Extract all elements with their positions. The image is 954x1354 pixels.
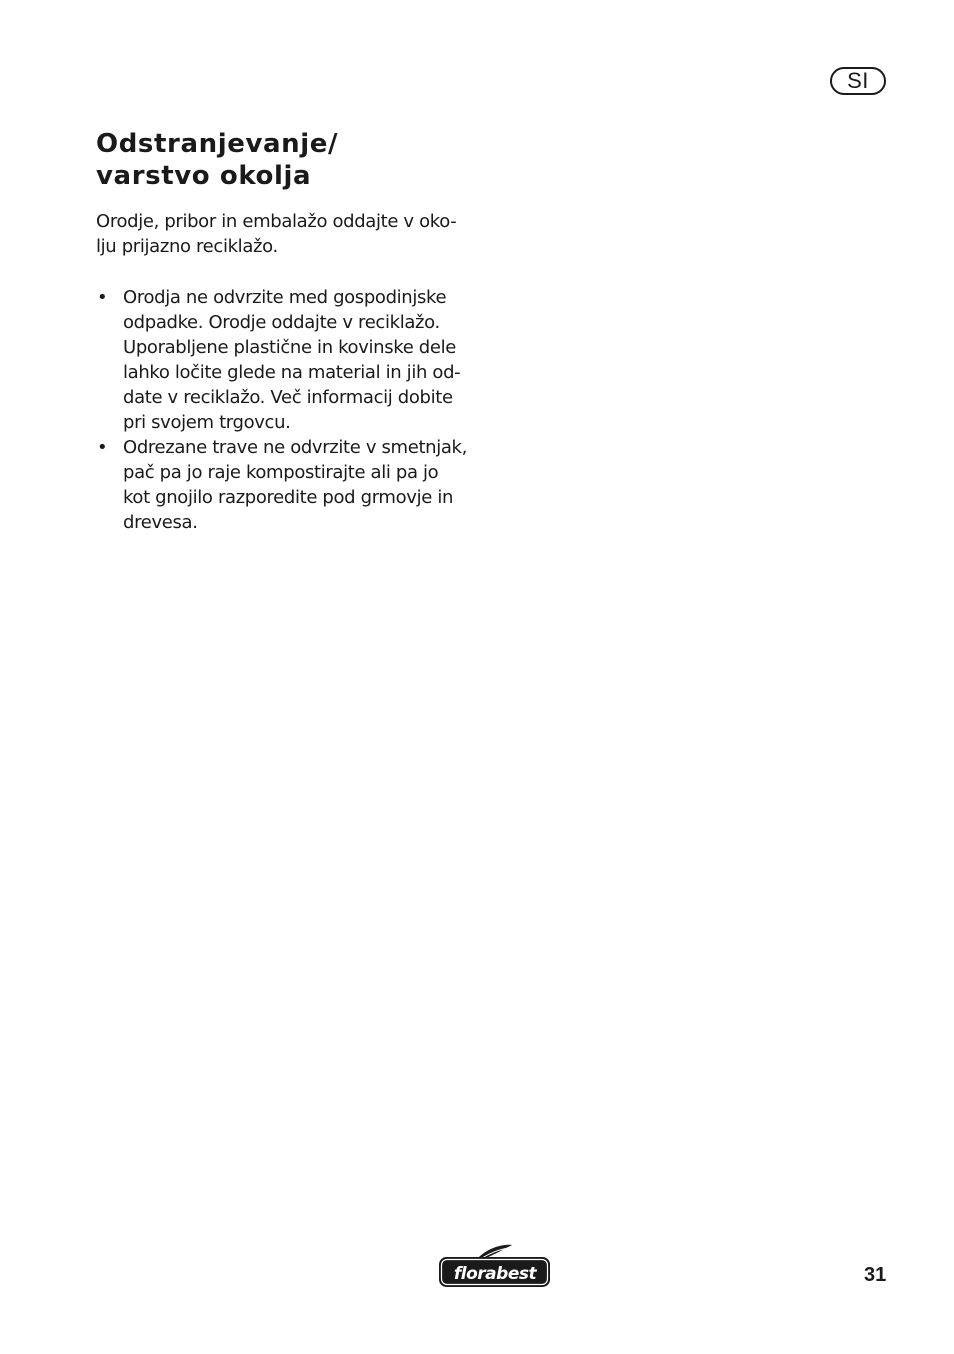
bullet-icon: •	[97, 287, 108, 308]
bullet-line: pri svojem trgovcu.	[123, 412, 291, 433]
bullet-line: odpadke. Orodje oddajte v reciklažo.	[123, 312, 440, 333]
bullet-item	[96, 435, 488, 535]
page-number: 31	[864, 1264, 887, 1286]
bullet-line: Odrezane trave ne odvrzite v smetnjak,	[123, 437, 467, 458]
bullet-item	[96, 285, 488, 435]
bullet-line: kot gnojilo razporedite pod grmovje in	[123, 487, 454, 508]
bullet-line: lahko ločite glede na material in jih od-	[123, 362, 461, 383]
intro-line: lju prijazno reciklažo.	[96, 236, 278, 257]
bullet-line: Orodja ne odvrzite med gospodinjske	[123, 287, 447, 308]
bullet-line: Uporabljene plastične in kovinske dele	[123, 337, 456, 358]
section-title-line: Odstranjevanje/	[96, 129, 339, 159]
bullet-icon: •	[97, 437, 108, 458]
intro-line: Orodje, pribor in embalažo oddajte v oko-	[96, 211, 457, 232]
logo-text: florabest	[453, 1264, 537, 1284]
bullet-list	[96, 285, 488, 535]
section-title	[96, 128, 338, 192]
bullet-line: pač pa jo raje kompostirajte ali pa jo	[123, 462, 439, 483]
intro-paragraph	[96, 209, 488, 259]
section-title-line: varstvo okolja	[96, 161, 312, 191]
florabest-logo	[438, 1244, 552, 1290]
language-badge: SI	[830, 67, 886, 95]
bullet-line: date v reciklažo. Več informacij dobite	[123, 387, 453, 408]
bullet-line: drevesa.	[123, 512, 198, 533]
